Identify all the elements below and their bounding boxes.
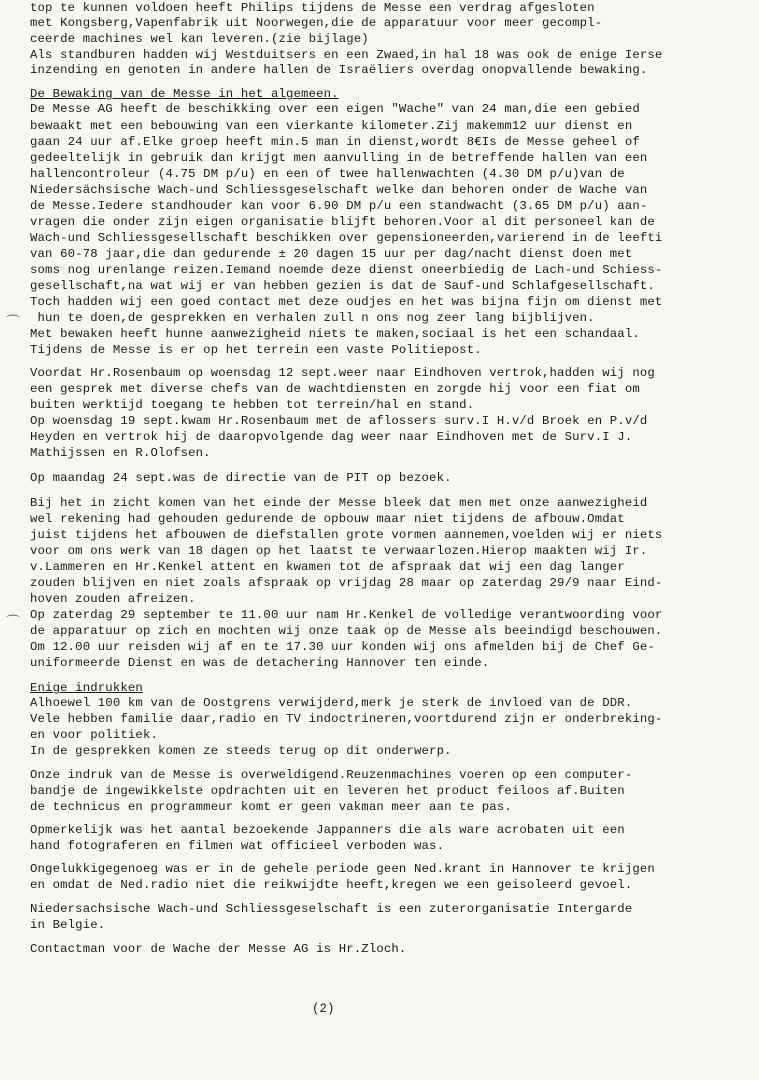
text-line: inzending en genoten in andere hallen de Israëliers overdag onopvallende bewaking.	[30, 63, 648, 77]
text-line: Voordat Hr.Rosenbaum op woensdag 12 sept.weer naar Eindhoven vertrok,hadden wij nog	[30, 366, 655, 380]
margin-pencil-mark: ⌒	[6, 315, 20, 331]
text-line: Vele hebben familie daar,radio en TV indoctrineren,voortdurend zijn er onderbreking-	[30, 712, 663, 726]
text-line: gedeeltelijk in gebruik dan krijgt men aanvulling in de betreffende hallen van een	[30, 151, 648, 165]
text-line: Op maandag 24 sept.was de directie van de PIT op bezoek.	[30, 471, 452, 485]
text-line: buiten werktijd toegang te hebben tot terrein/hal en stand.	[30, 398, 475, 412]
text-line: de apparatuur op zich en mochten wij onze taak op de Messe als beeindigd beschouwen.	[30, 624, 663, 638]
text-line: Opmerkelijk was het aantal bezoekende Jappanners die als ware acrobaten uit een	[30, 823, 625, 837]
text-line: Met bewaken heeft hunne aanwezigheid niets te maken,sociaal is het een schandaal.	[30, 327, 640, 341]
text-line: van 60-78 jaar,die dan gedurende ± 20 dagen 15 uur per dag/nacht dienst doen met	[30, 247, 633, 261]
text-line: juist tijdens het afbouwen de diefstallen grote vormen aannemen,voelden wij er niets	[30, 528, 663, 542]
text-line: zouden blijven en niet zoals afspraak op vrijdag 28 maar op zaterdag 29/9 naar Eind-	[30, 576, 663, 590]
text-line: bandje de ingewikkelste opdrachten uit en leveren het product feiloos af.Buiten	[30, 784, 625, 798]
text-line: Niedersachsische Wach-und Schliessgeselschaft is een zuterorganisatie Intergarde	[30, 902, 633, 916]
text-line: Ongelukkigegenoeg was er in de gehele periode geen Ned.krant in Hannover te krijgen	[30, 862, 655, 876]
text-line: Om 12.00 uur reisden wij af en te 17.30 uur konden wij ons afmelden bij de Chef Ge-	[30, 640, 655, 654]
section-heading: Enige indrukken	[30, 681, 143, 695]
text-line: ceerde machines wel kan leveren.(zie bijlage)	[30, 32, 369, 46]
text-line: voor om ons werk van 18 dagen op het laatst te verwaarlozen.Hierop maakten wij Ir.	[30, 544, 648, 558]
text-line: hoven zouden afreizen.	[30, 592, 196, 606]
text-line: hand fotograferen en filmen wat officieel verboden was.	[30, 839, 445, 853]
text-line: Op zaterdag 29 september te 11.00 uur nam Hr.Kenkel de volledige verantwoording voor	[30, 608, 663, 622]
text-line: hallencontroleur (4.75 DM p/u) en een of twee hallenwachten (4.30 DM p/u)van de	[30, 167, 625, 181]
text-line: een gesprek met diverse chefs van de wachtdiensten en zorgde hij voor een fiat om	[30, 382, 640, 396]
text-line: De Messe AG heeft de beschikking over een eigen "Wache" van 24 man,die een gebied	[30, 102, 640, 116]
margin-pencil-mark: ⌒	[6, 615, 20, 631]
text-line: Toch hadden wij een goed contact met deze oudjes en het was bijna fijn om dienst met	[30, 295, 663, 309]
text-line: v.Lammeren en Hr.Kenkel attent en kwamen tot de afspraak dat wij een dag langer	[30, 560, 625, 574]
text-line: hun te doen,de gesprekken en verhalen zull n ons nog zeer lang bijblijven.	[30, 311, 595, 325]
text-line: vragen die onder zijn eigen organisatie blijft behoren.Voor al dit personeel kan de	[30, 215, 655, 229]
text-line: Onze indruk van de Messe is overweldigend.Reuzenmachines voeren op een computer-	[30, 768, 633, 782]
text-line: gaan 24 uur af.Elke groep heeft min.5 man in dienst,wordt 8€Is de Messe geheel of	[30, 135, 640, 149]
text-line: en voor politiek.	[30, 728, 158, 742]
text-line: Heyden en vertrok hij de daaropvolgende dag weer naar Eindhoven met de Surv.I J.	[30, 430, 633, 444]
text-line: bewaakt met een bebouwing van een vierkante kilometer.Zij makemm12 uur dienst en	[30, 119, 633, 133]
page-number: (2)	[312, 1002, 335, 1016]
text-line: Bij het in zicht komen van het einde der Messe bleek dat men met onze aanwezigheid	[30, 496, 648, 510]
text-line: wel rekening had gehouden gedurende de opbouw maar niet tijdens de afbouw.Omdat	[30, 512, 625, 526]
text-line: gesellschaft,na wat wij er van hebben gezien is dat de Sauf-und Schlafgesellschaft.	[30, 279, 655, 293]
text-line: Wach-und Schliessgesellschaft beschikken over gepensioneerden,varierend in de leefti	[30, 231, 663, 245]
text-line: met Kongsberg,Vapenfabrik uit Noorwegen,die de apparatuur voor meer gecompl-	[30, 16, 603, 30]
text-line: top te kunnen voldoen heeft Philips tijdens de Messe een verdrag afgesloten	[30, 1, 595, 15]
text-line: soms nog urenlange reizen.Iemand noemde deze dienst oneerbiedig de Lach-und Schiess-	[30, 263, 663, 277]
text-line: Mathijssen en R.Olofsen.	[30, 446, 211, 460]
text-line: in Belgie.	[30, 918, 106, 932]
section-heading: De Bewaking van de Messe in het algemeen.	[30, 87, 339, 101]
text-line: In de gesprekken komen ze steeds terug op dit onderwerp.	[30, 744, 452, 758]
text-line: en omdat de Ned.radio niet die reikwijdte heeft,kregen we een geisoleerd gevoel.	[30, 878, 633, 892]
text-line: Alhoewel 100 km van de Oostgrens verwijderd,merk je sterk de invloed van de DDR.	[30, 696, 633, 710]
text-line: Tijdens de Messe is er op het terrein een vaste Politiepost.	[30, 343, 482, 357]
text-line: Niedersächsische Wach-und Schliessgeselschaft welke dan behoren onder de Wache van	[30, 183, 648, 197]
text-line: de Messe.Iedere standhouder kan voor 6.90 DM p/u een standwacht (3.65 DM p/u) aan-	[30, 199, 648, 213]
text-line: uniformeerde Dienst en was de detachering Hannover ten einde.	[30, 656, 490, 670]
text-line: Op woensdag 19 sept.kwam Hr.Rosenbaum met de aflossers surv.I H.v/d Broek en P.v/d	[30, 414, 648, 428]
text-line: Contactman voor de Wache der Messe AG is Hr.Zloch.	[30, 942, 407, 956]
text-line: Als standburen hadden wij Westduitsers en een Zwaed,in hal 18 was ook de enige Ierse	[30, 48, 663, 62]
text-line: de technicus en programmeur komt er geen vakman meer aan te pas.	[30, 800, 512, 814]
